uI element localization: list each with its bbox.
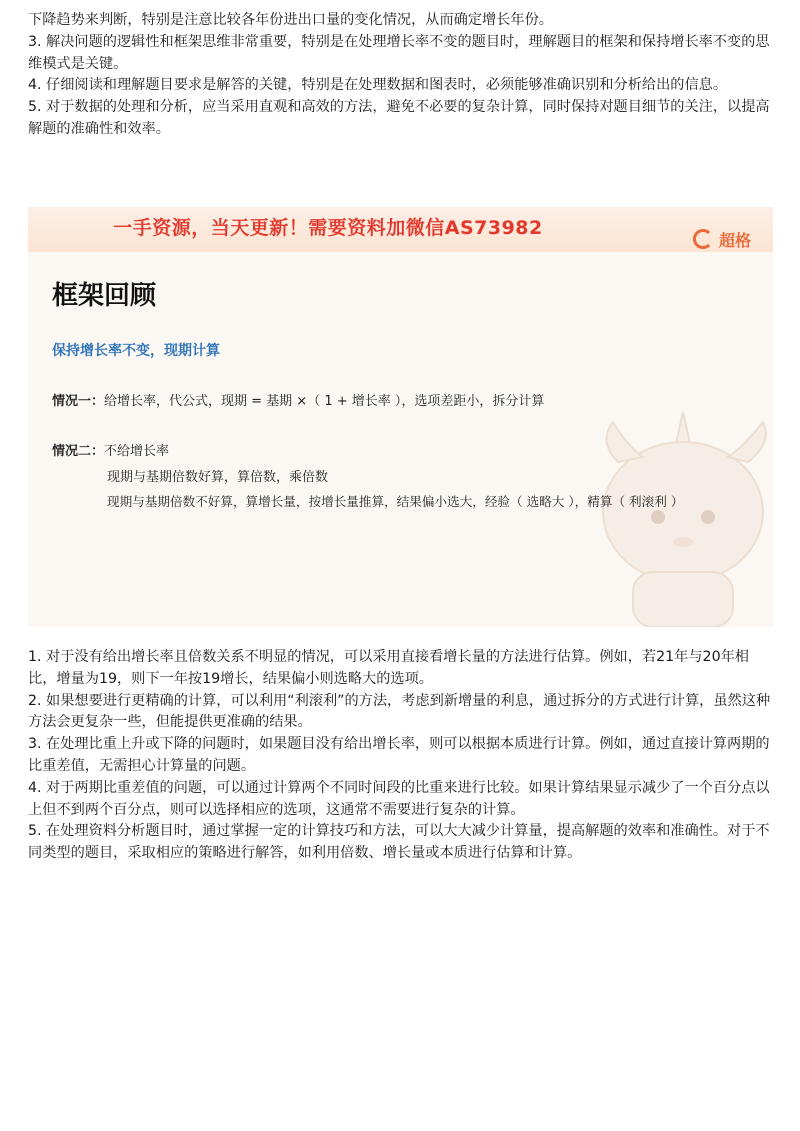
top-text-block (28, 10, 772, 141)
case-two (52, 440, 169, 459)
paragraph: 4. 对于两期比重差值的问题，可以通过计算两个不同时间段的比重来进行比较。如果计算结果显示减少了一个百分点以上但不到两个百分点，则可以选择相应的选项，这通常不需要进行复杂的计算。 (28, 779, 770, 818)
paragraph: 4. 仔细阅读和理解题目要求是解答的关键，特别是在处理数据和图表时，必须能够准确识别和分析给出的信息。 (28, 77, 728, 94)
slide-image (28, 207, 773, 627)
case-two-line: 现期与基期倍数好算，算倍数，乘倍数 (107, 470, 329, 485)
slide-title: 框架回顾 (52, 281, 157, 311)
paragraph: 1. 对于没有给出增长率且倍数关系不明显的情况，可以采用直接看增长量的方法进行估算。例如，若21年与20年相比，增量为19，则下一年按19增长，结果偏小则选略大的选项。 (28, 649, 749, 687)
brand-icon (693, 229, 713, 249)
banner-text: 一手资源，当天更新！需要资料加微信AS73982 (113, 217, 543, 239)
slide-subtitle: 保持增长率不变，现期计算 (52, 343, 220, 359)
case-two-line: 现期与基期倍数不好算，算增长量，按增长量推算，结果偏小选大，经验（ 选略大 ），精算（ 利滚利 ） (107, 494, 684, 509)
mascot-watermark-icon (588, 402, 773, 627)
brand-logo (693, 228, 751, 251)
paragraph: 5. 对于数据的处理和分析，应当采用直观和高效的方法，避免不必要的复杂计算，同时保持对题目细节的关注，以提高解题的准确性和效率。 (28, 99, 770, 137)
case-text: 给增长率，代公式，现期 = 基期 ×（ 1 + 增长率 ），选项差距小，拆分计算 (104, 394, 545, 409)
brand-name: 超格 (718, 231, 751, 250)
case-label: 情况二： (52, 444, 105, 459)
case-label: 情况一： (52, 394, 105, 409)
bottom-text-block (28, 647, 772, 865)
paragraph: 下降趋势来判断，特别是注意比较各年份进出口量的变化情况，从而确定增长年份。 (28, 12, 553, 28)
paragraph: 3. 解决问题的逻辑性和框架思维非常重要，特别是在处理增长率不变的题目时，理解题目的框架和保持增长率不变的思维模式是关键。 (28, 33, 770, 72)
paragraph: 3. 在处理比重上升或下降的问题时，如果题目没有给出增长率，则可以根据本质进行计算。例如，通过直接计算两期的比重差值，无需担心计算量的问题。 (28, 736, 770, 774)
case-one (52, 390, 544, 409)
case-text: 不给增长率 (104, 444, 170, 459)
paragraph: 2. 如果想要进行更精确的计算，可以利用“利滚利”的方法，考虑到新增量的利息，通过拆分的方式进行计算，虽然这种方法会更复杂一些，但能提供更准确的结果。 (28, 692, 771, 731)
paragraph: 5. 在处理资料分析题目时，通过掌握一定的计算技巧和方法，可以大大减少计算量，提高解题的效率和准确性。对于不同类型的题目，采取相应的策略进行解答，如利用倍数、增长量或本质进行估算和计算。 (28, 823, 770, 862)
promo-banner (28, 207, 773, 252)
